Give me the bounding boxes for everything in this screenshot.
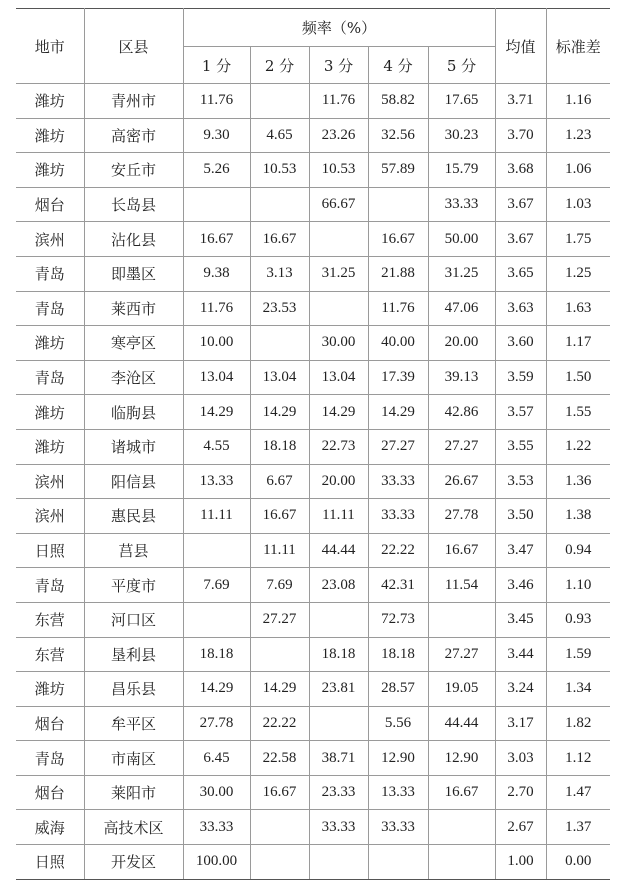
table-row (16, 118, 610, 153)
mean-cell: 3.24 (495, 672, 546, 707)
freq-4-cell: 58.82 (368, 84, 428, 119)
freq-5-cell: 27.78 (428, 499, 495, 534)
freq-5-cell: 16.67 (428, 533, 495, 568)
table-row (16, 153, 610, 188)
freq-1-cell: 7.69 (183, 568, 250, 603)
freq-4-cell: 72.73 (368, 602, 428, 637)
mean-cell: 3.53 (495, 464, 546, 499)
city-cell: 滨州 (16, 464, 84, 499)
freq-4-cell (368, 187, 428, 222)
table-row (16, 222, 610, 257)
freq-2-cell (250, 637, 309, 672)
freq-3-cell: 14.29 (309, 395, 368, 430)
freq-5-cell: 27.27 (428, 429, 495, 464)
mean-cell: 2.70 (495, 775, 546, 810)
freq-5-cell: 30.23 (428, 118, 495, 153)
std-cell: 1.75 (546, 222, 610, 257)
std-cell: 0.93 (546, 602, 610, 637)
freq-1-cell: 9.30 (183, 118, 250, 153)
county-cell: 青州市 (84, 84, 183, 119)
mean-cell: 3.45 (495, 602, 546, 637)
city-cell: 潍坊 (16, 153, 84, 188)
freq-4-cell: 21.88 (368, 256, 428, 291)
freq-2-cell: 14.29 (250, 395, 309, 430)
freq-1-cell: 11.76 (183, 84, 250, 119)
table-row (16, 602, 610, 637)
freq-2-cell (250, 187, 309, 222)
table-row (16, 533, 610, 568)
table-row (16, 291, 610, 326)
freq-4-cell: 28.57 (368, 672, 428, 707)
freq-4-cell: 32.56 (368, 118, 428, 153)
mean-cell: 3.68 (495, 153, 546, 188)
freq-2-cell: 18.18 (250, 429, 309, 464)
mean-cell: 2.67 (495, 810, 546, 845)
std-cell: 1.36 (546, 464, 610, 499)
freq-5-cell: 19.05 (428, 672, 495, 707)
freq-5-cell: 47.06 (428, 291, 495, 326)
freq-4-cell: 5.56 (368, 706, 428, 741)
table-row (16, 464, 610, 499)
county-cell: 安丘市 (84, 153, 183, 188)
freq-1-cell: 6.45 (183, 741, 250, 776)
std-cell: 1.22 (546, 429, 610, 464)
freq-5-cell: 39.13 (428, 360, 495, 395)
mean-cell: 3.67 (495, 222, 546, 257)
county-cell: 垦利县 (84, 637, 183, 672)
header-row-top (16, 9, 610, 47)
header-score-3: 3 分 (309, 47, 368, 84)
city-cell: 东营 (16, 637, 84, 672)
city-cell: 潍坊 (16, 326, 84, 361)
city-cell: 滨州 (16, 499, 84, 534)
freq-1-cell: 13.33 (183, 464, 250, 499)
freq-2-cell: 13.04 (250, 360, 309, 395)
county-cell: 诸城市 (84, 429, 183, 464)
std-cell: 0.94 (546, 533, 610, 568)
freq-5-cell: 12.90 (428, 741, 495, 776)
std-cell: 1.47 (546, 775, 610, 810)
freq-2-cell: 16.67 (250, 499, 309, 534)
freq-4-cell: 14.29 (368, 395, 428, 430)
freq-5-cell (428, 845, 495, 880)
header-city: 地市 (16, 9, 84, 84)
city-cell: 烟台 (16, 187, 84, 222)
city-cell: 潍坊 (16, 84, 84, 119)
freq-3-cell (309, 845, 368, 880)
header-score-2: 2 分 (250, 47, 309, 84)
mean-cell: 3.44 (495, 637, 546, 672)
freq-4-cell: 12.90 (368, 741, 428, 776)
freq-2-cell: 3.13 (250, 256, 309, 291)
freq-3-cell (309, 706, 368, 741)
freq-1-cell: 13.04 (183, 360, 250, 395)
freq-4-cell: 57.89 (368, 153, 428, 188)
county-cell: 河口区 (84, 602, 183, 637)
freq-4-cell: 17.39 (368, 360, 428, 395)
table-row (16, 360, 610, 395)
freq-2-cell: 16.67 (250, 775, 309, 810)
city-cell: 青岛 (16, 741, 84, 776)
freq-1-cell: 18.18 (183, 637, 250, 672)
freq-2-cell: 14.29 (250, 672, 309, 707)
county-cell: 莱西市 (84, 291, 183, 326)
freq-4-cell: 42.31 (368, 568, 428, 603)
city-cell: 潍坊 (16, 429, 84, 464)
freq-2-cell: 10.53 (250, 153, 309, 188)
county-cell: 高技术区 (84, 810, 183, 845)
freq-5-cell: 15.79 (428, 153, 495, 188)
freq-1-cell (183, 533, 250, 568)
freq-1-cell: 4.55 (183, 429, 250, 464)
freq-5-cell (428, 810, 495, 845)
freq-5-cell: 27.27 (428, 637, 495, 672)
freq-3-cell: 23.26 (309, 118, 368, 153)
county-cell: 市南区 (84, 741, 183, 776)
freq-2-cell (250, 845, 309, 880)
mean-cell: 3.60 (495, 326, 546, 361)
county-cell: 沾化县 (84, 222, 183, 257)
freq-5-cell: 31.25 (428, 256, 495, 291)
freq-2-cell (250, 326, 309, 361)
header-score-5: 5 分 (428, 47, 495, 84)
table-row (16, 810, 610, 845)
table-row (16, 845, 610, 880)
freq-2-cell: 7.69 (250, 568, 309, 603)
freq-5-cell: 26.67 (428, 464, 495, 499)
freq-3-cell: 11.76 (309, 84, 368, 119)
freq-4-cell: 18.18 (368, 637, 428, 672)
county-cell: 李沧区 (84, 360, 183, 395)
city-cell: 烟台 (16, 775, 84, 810)
std-cell: 1.03 (546, 187, 610, 222)
freq-3-cell: 22.73 (309, 429, 368, 464)
freq-4-cell: 13.33 (368, 775, 428, 810)
city-cell: 日照 (16, 533, 84, 568)
freq-2-cell: 4.65 (250, 118, 309, 153)
freq-2-cell: 6.67 (250, 464, 309, 499)
header-score-4: 4 分 (368, 47, 428, 84)
table-row (16, 775, 610, 810)
std-cell: 1.63 (546, 291, 610, 326)
std-cell: 1.23 (546, 118, 610, 153)
table-row (16, 187, 610, 222)
header-score-1: 1 分 (183, 47, 250, 84)
freq-4-cell: 22.22 (368, 533, 428, 568)
freq-3-cell: 18.18 (309, 637, 368, 672)
mean-cell: 3.71 (495, 84, 546, 119)
std-cell: 1.17 (546, 326, 610, 361)
std-cell: 1.12 (546, 741, 610, 776)
county-cell: 长岛县 (84, 187, 183, 222)
table-row (16, 706, 610, 741)
freq-1-cell: 11.76 (183, 291, 250, 326)
freq-1-cell: 14.29 (183, 395, 250, 430)
table-row (16, 256, 610, 291)
county-cell: 昌乐县 (84, 672, 183, 707)
mean-cell: 3.59 (495, 360, 546, 395)
freq-3-cell: 23.33 (309, 775, 368, 810)
std-cell: 1.25 (546, 256, 610, 291)
freq-1-cell: 9.38 (183, 256, 250, 291)
table-row (16, 741, 610, 776)
mean-cell: 1.00 (495, 845, 546, 880)
freq-3-cell: 23.08 (309, 568, 368, 603)
freq-3-cell: 38.71 (309, 741, 368, 776)
county-cell: 阳信县 (84, 464, 183, 499)
std-cell: 1.55 (546, 395, 610, 430)
county-cell: 牟平区 (84, 706, 183, 741)
freq-2-cell (250, 810, 309, 845)
std-cell: 1.37 (546, 810, 610, 845)
freq-1-cell: 33.33 (183, 810, 250, 845)
county-cell: 即墨区 (84, 256, 183, 291)
freq-5-cell: 17.65 (428, 84, 495, 119)
city-cell: 青岛 (16, 568, 84, 603)
freq-3-cell (309, 222, 368, 257)
freq-1-cell: 14.29 (183, 672, 250, 707)
freq-1-cell: 30.00 (183, 775, 250, 810)
freq-1-cell (183, 602, 250, 637)
freq-3-cell: 23.81 (309, 672, 368, 707)
freq-2-cell: 22.22 (250, 706, 309, 741)
table-body (16, 84, 610, 880)
freq-4-cell: 33.33 (368, 810, 428, 845)
header-mean: 均值 (495, 9, 546, 84)
county-cell: 惠民县 (84, 499, 183, 534)
freq-4-cell: 16.67 (368, 222, 428, 257)
table-row (16, 429, 610, 464)
std-cell: 1.38 (546, 499, 610, 534)
mean-cell: 3.57 (495, 395, 546, 430)
std-cell: 1.06 (546, 153, 610, 188)
freq-5-cell: 50.00 (428, 222, 495, 257)
table-row (16, 568, 610, 603)
freq-5-cell: 16.67 (428, 775, 495, 810)
city-cell: 青岛 (16, 256, 84, 291)
city-cell: 威海 (16, 810, 84, 845)
city-cell: 东营 (16, 602, 84, 637)
freq-1-cell: 100.00 (183, 845, 250, 880)
mean-cell: 3.63 (495, 291, 546, 326)
table-row (16, 84, 610, 119)
freq-5-cell: 20.00 (428, 326, 495, 361)
mean-cell: 3.46 (495, 568, 546, 603)
freq-3-cell (309, 291, 368, 326)
freq-3-cell: 44.44 (309, 533, 368, 568)
mean-cell: 3.03 (495, 741, 546, 776)
freq-5-cell: 11.54 (428, 568, 495, 603)
mean-cell: 3.70 (495, 118, 546, 153)
freq-3-cell: 20.00 (309, 464, 368, 499)
freq-1-cell: 16.67 (183, 222, 250, 257)
freq-5-cell (428, 602, 495, 637)
city-cell: 日照 (16, 845, 84, 880)
table-row (16, 395, 610, 430)
county-cell: 莱阳市 (84, 775, 183, 810)
freq-4-cell: 27.27 (368, 429, 428, 464)
freq-2-cell: 16.67 (250, 222, 309, 257)
freq-2-cell (250, 84, 309, 119)
freq-3-cell: 10.53 (309, 153, 368, 188)
mean-cell: 3.47 (495, 533, 546, 568)
county-cell: 寒亭区 (84, 326, 183, 361)
header-std: 标准差 (546, 9, 610, 84)
freq-1-cell: 11.11 (183, 499, 250, 534)
freq-1-cell: 5.26 (183, 153, 250, 188)
freq-4-cell: 33.33 (368, 499, 428, 534)
county-cell: 开发区 (84, 845, 183, 880)
std-cell: 1.10 (546, 568, 610, 603)
std-cell: 1.59 (546, 637, 610, 672)
freq-2-cell: 27.27 (250, 602, 309, 637)
freq-5-cell: 33.33 (428, 187, 495, 222)
freq-4-cell: 11.76 (368, 291, 428, 326)
freq-4-cell (368, 845, 428, 880)
freq-1-cell: 10.00 (183, 326, 250, 361)
std-cell: 1.50 (546, 360, 610, 395)
city-cell: 滨州 (16, 222, 84, 257)
table-row (16, 499, 610, 534)
freq-2-cell: 22.58 (250, 741, 309, 776)
mean-cell: 3.65 (495, 256, 546, 291)
county-cell: 平度市 (84, 568, 183, 603)
freq-5-cell: 42.86 (428, 395, 495, 430)
city-cell: 青岛 (16, 360, 84, 395)
county-cell: 莒县 (84, 533, 183, 568)
table-row (16, 326, 610, 361)
std-cell: 0.00 (546, 845, 610, 880)
mean-cell: 3.50 (495, 499, 546, 534)
mean-cell: 3.17 (495, 706, 546, 741)
freq-3-cell: 11.11 (309, 499, 368, 534)
freq-3-cell: 33.33 (309, 810, 368, 845)
city-cell: 潍坊 (16, 395, 84, 430)
std-cell: 1.34 (546, 672, 610, 707)
freq-3-cell: 30.00 (309, 326, 368, 361)
city-cell: 青岛 (16, 291, 84, 326)
freq-4-cell: 33.33 (368, 464, 428, 499)
freq-2-cell: 23.53 (250, 291, 309, 326)
city-cell: 烟台 (16, 706, 84, 741)
table-row (16, 672, 610, 707)
mean-cell: 3.55 (495, 429, 546, 464)
frequency-table (16, 8, 610, 880)
freq-3-cell: 13.04 (309, 360, 368, 395)
table-row (16, 637, 610, 672)
freq-5-cell: 44.44 (428, 706, 495, 741)
freq-4-cell: 40.00 (368, 326, 428, 361)
header-frequency: 频率（%） (183, 9, 495, 47)
freq-1-cell: 27.78 (183, 706, 250, 741)
city-cell: 潍坊 (16, 118, 84, 153)
freq-3-cell: 31.25 (309, 256, 368, 291)
county-cell: 高密市 (84, 118, 183, 153)
county-cell: 临朐县 (84, 395, 183, 430)
mean-cell: 3.67 (495, 187, 546, 222)
freq-3-cell (309, 602, 368, 637)
freq-1-cell (183, 187, 250, 222)
std-cell: 1.82 (546, 706, 610, 741)
city-cell: 潍坊 (16, 672, 84, 707)
freq-2-cell: 11.11 (250, 533, 309, 568)
freq-3-cell: 66.67 (309, 187, 368, 222)
std-cell: 1.16 (546, 84, 610, 119)
header-county: 区县 (84, 9, 183, 84)
